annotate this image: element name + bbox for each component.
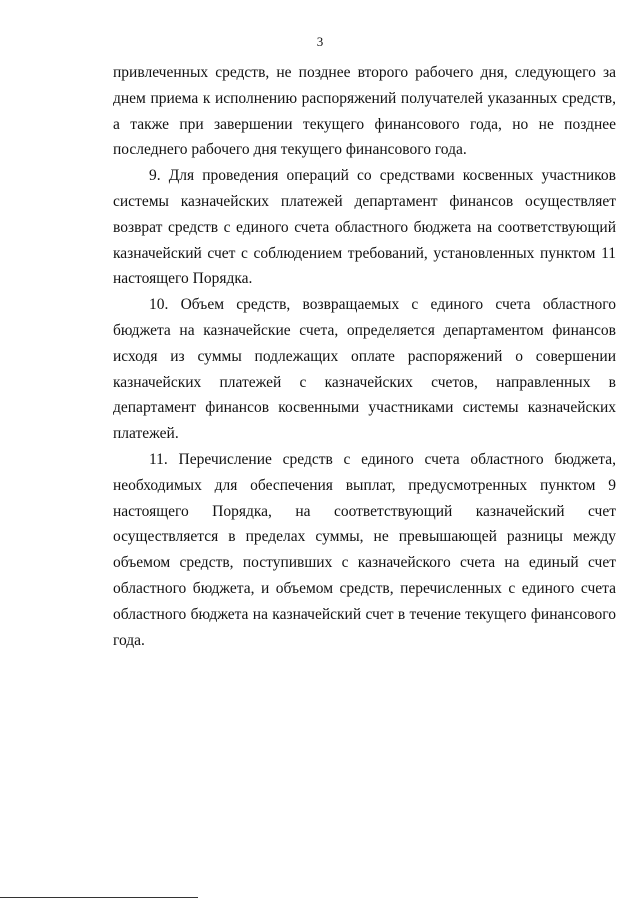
paragraph-item-11: 11. Перечисление средств с единого счета областного бюджета, необходимых для обеспечения выплат, предусмотренных пунктом 9 настоящего Порядка, на соответствующий казначейский счет осуществляется в пределах суммы, не превышающей разницы между объемом средств, поступивших с казначейского счета на единый счет областного бюджета, и объемом средств, перечисленных с единого счета областного бюджета на казначейский счет в течение текущего финансового года.: [113, 450, 616, 649]
paragraph-continuation: привлеченных средств, не позднее второго рабочего дня, следующего за днем приема к исполнению распоряжений получателей указанных средств, а также при завершении текущего финансового года, но не позднее последнего рабочего дня текущего финансового года.: [113, 64, 616, 159]
footer-rule: [0, 897, 198, 898]
document-body: [113, 60, 616, 653]
paragraph-item-10: 10. Объем средств, возвращаемых с единого счета областного бюджета на казначейские счета, определяется департаментом финансов исходя из суммы подлежащих оплате распоряжений о совершении казначейских платежей с казначейских счетов, направленных в департамент финансов косвенными участниками системы казначейских платежей.: [113, 296, 616, 443]
page-number: 3: [316, 34, 324, 49]
paragraph-item-9: 9. Для проведения операций со средствами косвенных участников системы казначейских платежей департамент финансов осуществляет возврат средств с единого счета областного бюджета на соответствующий казначейский счет с соблюдением требований, установленных пунктом 11 настоящего Порядка.: [113, 167, 616, 288]
